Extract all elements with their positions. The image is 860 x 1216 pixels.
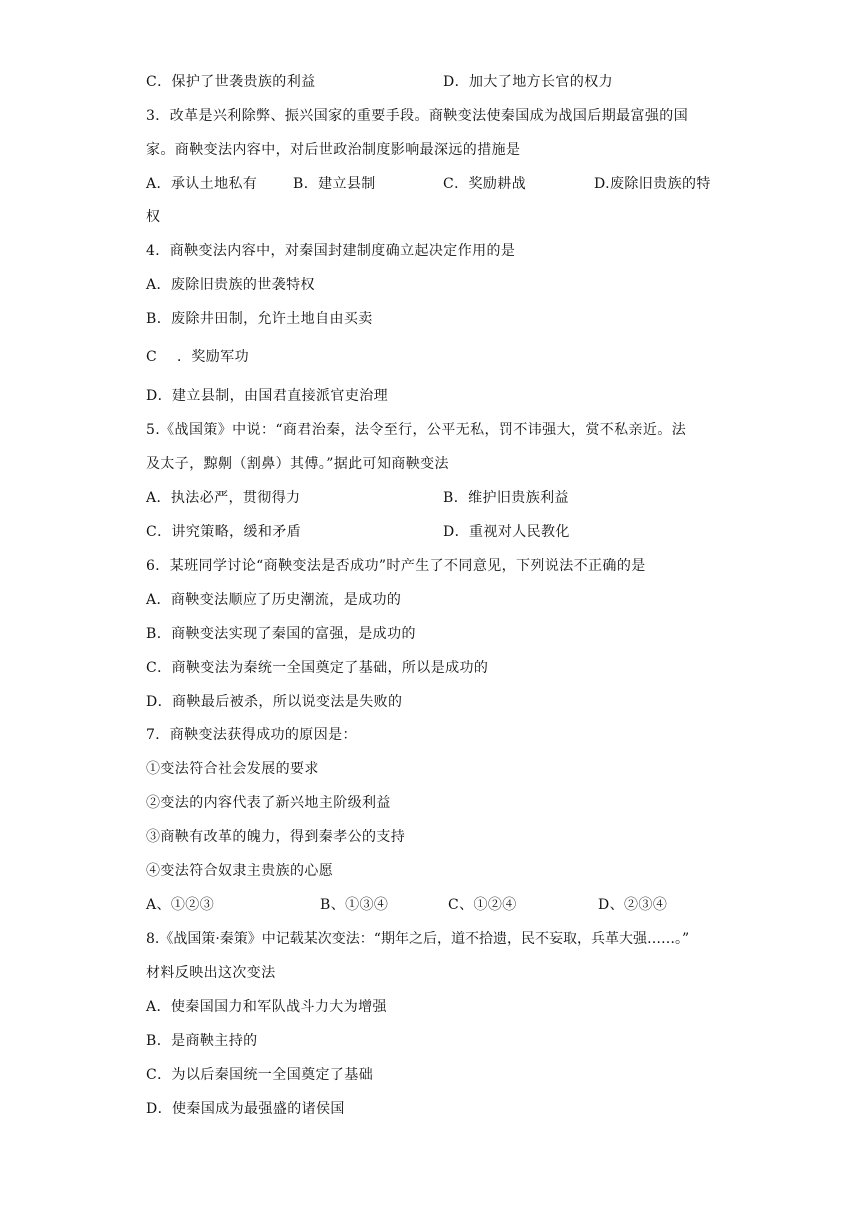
question-3-cont: 家。商鞅变法内容中，对后世政治制度影响最深远的措施是 (146, 142, 521, 158)
option-a: A．使秦国国力和军队战斗力大为增强 (146, 999, 387, 1015)
option-d: D．商鞅最后被杀，所以说变法是失败的 (146, 694, 403, 710)
question-5: 5.《战国策》中说：“商君治秦，法令至行，公平无私，罚不讳强大，赏不私亲近。法 (146, 422, 687, 438)
option-a: A．商鞅变法顺应了历史潮流，是成功的 (146, 592, 402, 608)
statement-2: ②变法的内容代表了新兴地主阶级利益 (146, 795, 391, 811)
question-7: 7．商鞅变法获得成功的原因是： (146, 727, 357, 743)
option-c: C．讲究策略，缓和矛盾 (146, 524, 302, 540)
option-d: D．使秦国成为最强盛的诸侯国 (146, 1101, 345, 1117)
option-d: D、②③④ (598, 897, 668, 913)
option-c: ．奖励军功 (177, 349, 249, 365)
option-b: B．商鞅变法实现了秦国的富强，是成功的 (146, 626, 416, 642)
option-a: A．执法必严，贯彻得力 (146, 490, 301, 506)
option-c: C．奖励耕战 (443, 176, 527, 192)
statement-3: ③商鞅有改革的魄力，得到秦孝公的支持 (146, 829, 406, 845)
option-b: B．是商鞅主持的 (146, 1033, 258, 1049)
option-c: C．商鞅变法为秦统一全国奠定了基础，所以是成功的 (146, 660, 489, 676)
option-a: A、①②③ (146, 897, 215, 913)
option-d: D．加大了地方长官的权力 (443, 74, 614, 90)
option-a: A．废除旧贵族的世袭特权 (146, 277, 315, 293)
option-b: B．维护旧贵族利益 (443, 490, 569, 506)
option-d: D．重视对人民教化 (443, 524, 570, 540)
option-b: B．建立县制 (293, 176, 376, 192)
question-8-cont: 材料反映出这次变法 (146, 965, 276, 981)
option-d-cont: 权 (146, 209, 161, 225)
question-3: 3．改革是兴利除弊、振兴国家的重要手段。商鞅变法使秦国成为战国后期最富强的国 (146, 108, 689, 124)
question-5-cont: 及太子，黥劓（割鼻）其傅。”据此可知商鞅变法 (146, 456, 449, 472)
question-8: 8.《战国策·秦策》中记载某次变法：“期年之后，道不拾遗，民不妄取，兵革大强……。” (146, 931, 690, 947)
option-c: C、①②④ (448, 897, 517, 913)
option-d: D.废除旧贵族的特 (594, 176, 711, 192)
question-6: 6．某班同学讨论“商鞅变法是否成功”时产生了不同意见，下列说法不正确的是 (146, 558, 646, 574)
option-c-letter: C (146, 349, 158, 365)
option-c: C．为以后秦国统一全国奠定了基础 (146, 1067, 374, 1083)
option-c: C．保护了世袭贵族的利益 (146, 74, 316, 90)
option-a: A．承认土地私有 (146, 176, 258, 192)
question-4: 4．商鞅变法内容中，对秦国封建制度确立起决定作用的是 (146, 243, 516, 259)
statement-4: ④变法符合奴隶主贵族的心愿 (146, 863, 334, 879)
statement-1: ①变法符合社会发展的要求 (146, 761, 319, 777)
option-b: B．废除井田制，允许土地自由买卖 (146, 311, 373, 327)
option-d: D．建立县制，由国君直接派官吏治理 (146, 388, 389, 404)
option-b: B、①③④ (320, 897, 389, 913)
